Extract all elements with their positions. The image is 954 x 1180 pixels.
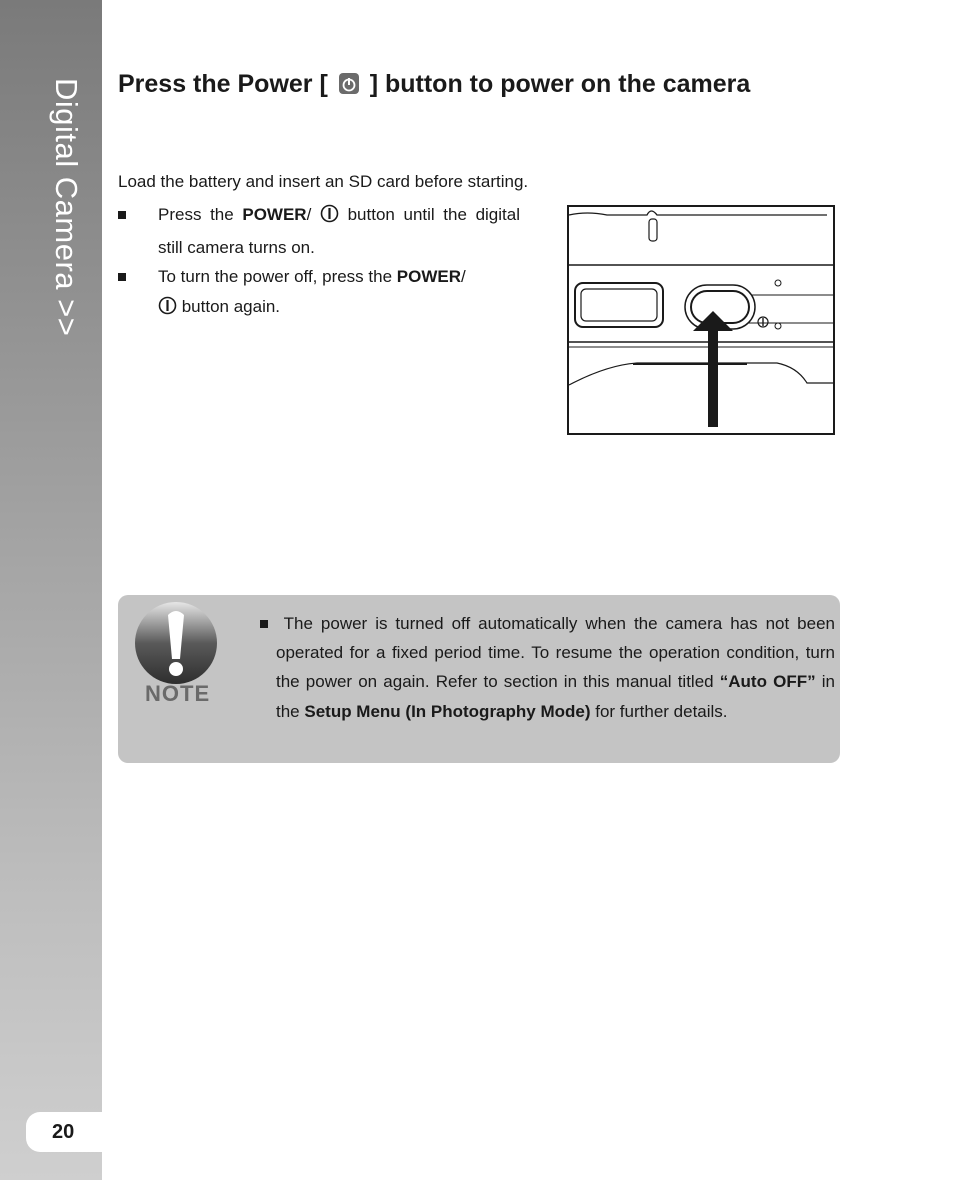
- note-text-part: The power is turned off automatically when the camera has not been operated for a fixed period time. To resume the operation condition, turn the power on again. Refer to section in this manual titled: [276, 614, 835, 692]
- section-title: Digital Camera >>: [49, 78, 84, 337]
- note-label: NOTE: [145, 681, 211, 706]
- slash: /: [461, 267, 466, 286]
- note-bold: “Auto OFF”: [719, 672, 816, 692]
- power-icon: [158, 295, 177, 325]
- note-box: [118, 595, 840, 763]
- bullet-text: Press the: [158, 205, 243, 224]
- camera-top-illustration: [567, 205, 835, 435]
- slash: /: [306, 205, 312, 224]
- note-text-part: in the: [276, 672, 835, 721]
- bullet-text: button again.: [177, 296, 281, 316]
- title-end: ] button to power on the camera: [369, 70, 751, 98]
- sidebar: [0, 0, 102, 1180]
- power-label: POWER: [242, 205, 307, 224]
- power-icon: [339, 73, 359, 94]
- page-number: 20: [26, 1112, 102, 1152]
- list-item: [118, 262, 520, 324]
- note-text: [276, 609, 835, 726]
- instruction-list: [118, 200, 520, 324]
- bullet-text: button until the digital still camera turns on.: [158, 205, 520, 257]
- note-text-part: for further details.: [590, 701, 728, 721]
- list-item: [118, 200, 520, 262]
- power-label: POWER: [396, 267, 461, 286]
- title-start: Press the Power [: [118, 70, 328, 98]
- note-bullet: [260, 620, 268, 628]
- page-title: [118, 70, 750, 99]
- intro-text: Load the battery and insert an SD card before starting.: [118, 172, 529, 191]
- note-bold: Setup Menu (In Photography Mode): [304, 701, 591, 721]
- power-icon: [320, 203, 339, 233]
- bullet-text: To turn the power off, press the: [158, 267, 397, 286]
